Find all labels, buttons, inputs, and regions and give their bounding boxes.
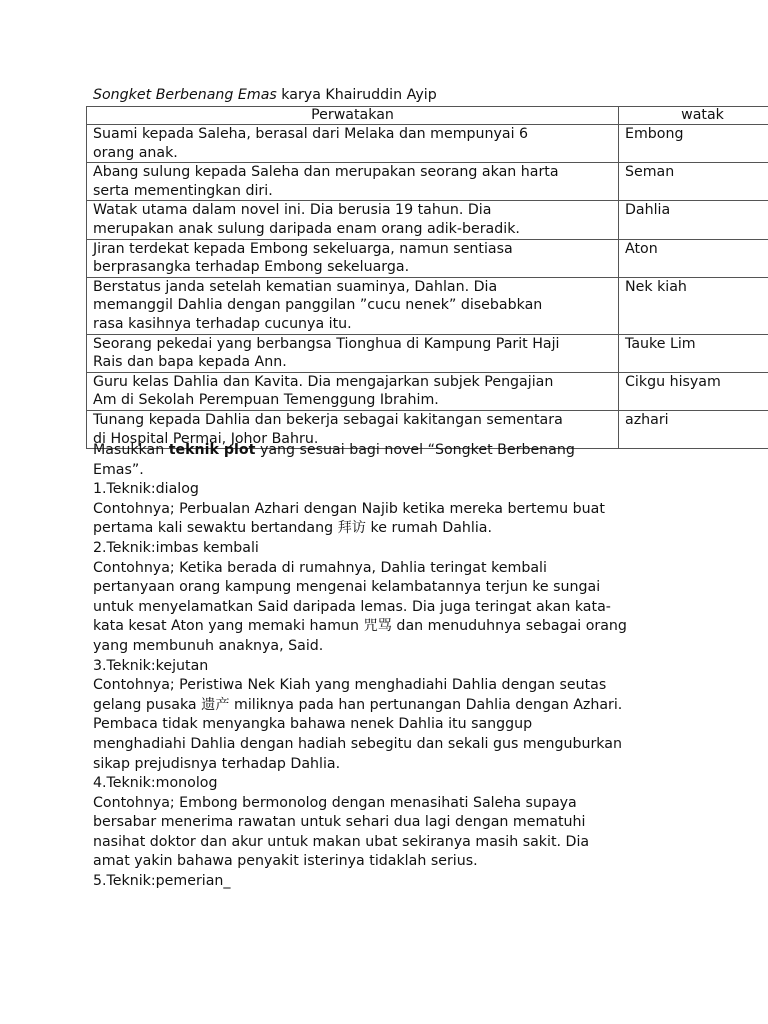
paragraph-line: Contohnya; Peristiwa Nek Kiah yang menghadiahi Dahlia dengan seutas <box>93 677 607 694</box>
paragraph-line: menghadiahi Dahlia dengan hadiah sebegitu dan sekali gus menguburkan <box>93 735 622 752</box>
paragraph-line: amat yakin bahawa penyakit isterinya tidaklah serius. <box>93 853 478 870</box>
paragraph-line: Contohnya; Ketika berada di rumahnya, Dahlia teringat kembali <box>93 559 547 576</box>
description-line: di Hospital Permai, Johor Bahru. <box>93 430 319 447</box>
description-cell <box>87 201 619 239</box>
table-row <box>87 334 768 372</box>
paragraph-line: Contohnya; Perbualan Azhari dengan Najib ketika mereka bertemu buat <box>93 500 605 517</box>
paragraph-line: Pembaca tidak menyangka bahawa nenek Dahlia itu sanggup <box>93 716 533 733</box>
description-line: Abang sulung kepada Saleha dan merupakan seorang akan harta <box>93 164 559 181</box>
technique-heading: 2.Teknik:imbas kembali <box>93 539 259 556</box>
table-row <box>87 277 768 334</box>
novel-title: Songket Berbenang Emas <box>93 87 277 103</box>
paragraph-line: untuk menyelamatkan Said daripada lemas. Dia juga teringat akan kata- <box>93 598 611 615</box>
description-line: Berstatus janda setelah kematian suaminya, Dahlan. Dia <box>93 278 498 295</box>
description-line: orang anak. <box>93 144 178 161</box>
table-header-row <box>87 107 768 125</box>
description-line: rasa kasihnya terhadap cucunya itu. <box>93 315 352 332</box>
character-table <box>86 106 768 449</box>
intro-text: Masukkan <box>93 442 169 458</box>
description-line: Seorang pekedai yang berbangsa Tionghua di Kampung Parit Haji <box>93 335 560 352</box>
description-line: Rais dan bapa kepada Ann. <box>93 354 287 371</box>
table-row <box>87 239 768 277</box>
description-line: Watak utama dalam novel ini. Dia berusia 19 tahun. Dia <box>93 202 492 219</box>
technique-heading: 4.Teknik:monolog <box>93 775 218 792</box>
paragraph-line: gelang pusaka 遗产 miliknya pada han pertunangan Dahlia dengan Azhari. <box>93 696 623 713</box>
intro-text-continued: yang sesuai bagi novel “Songket Berbenang <box>255 442 575 458</box>
description-line: memanggil Dahlia dengan panggilan ”cucu nenek” disebabkan <box>93 297 543 314</box>
character-name-cell: Nek kiah <box>619 277 768 334</box>
description-line: Tunang kepada Dahlia dan bekerja sebagai kakitangan sementara <box>93 411 563 428</box>
technique-heading: 1.Teknik:dialog <box>93 481 199 498</box>
character-name-cell: Dahlia <box>619 201 768 239</box>
header-perwatakan: Perwatakan <box>87 107 619 125</box>
description-cell <box>87 163 619 201</box>
table-row <box>87 163 768 201</box>
character-name-cell: azhari <box>619 410 768 448</box>
description-cell <box>87 372 619 410</box>
description-cell <box>87 334 619 372</box>
description-line: Jiran terdekat kepada Embong sekeluarga, namun sentiasa <box>93 240 513 257</box>
paragraph-line: kata kesat Aton yang memaki hamun 咒骂 dan menuduhnya sebagai orang <box>93 618 627 635</box>
table-row <box>87 125 768 163</box>
intro-bold-text: teknik plot <box>168 442 256 458</box>
table-row <box>87 372 768 410</box>
document-title <box>93 86 437 104</box>
description-line: berprasangka terhadap Embong sekeluarga. <box>93 259 410 276</box>
paragraph-line: nasihat doktor dan akur untuk makan ubat sekiranya masih sakit. Dia <box>93 833 590 850</box>
character-name-cell: Aton <box>619 239 768 277</box>
description-line: Suami kepada Saleha, berasal dari Melaka dan mempunyai 6 <box>93 126 529 142</box>
description-line: Am di Sekolah Perempuan Temenggung Ibrahim. <box>93 392 439 409</box>
technique-heading: 3.Teknik:kejutan <box>93 657 209 674</box>
description-cell <box>87 277 619 334</box>
character-name-cell: Cikgu hisyam <box>619 372 768 410</box>
paragraph-line: sikap prejudisnya terhadap Dahlia. <box>93 755 341 772</box>
paragraph-line: pertama kali sewaktu bertandang 拜访 ke rumah Dahlia. <box>93 520 492 537</box>
description-line: merupakan anak sulung daripada enam orang adik-beradik. <box>93 220 520 237</box>
intro-line-2: Emas”. <box>93 461 144 478</box>
paragraph-line: bersabar menerima rawatan untuk sehari dua lagi dengan mematuhi <box>93 814 586 831</box>
description-cell <box>87 125 619 163</box>
author-line: karya Khairuddin Ayip <box>276 87 437 103</box>
table-row <box>87 201 768 239</box>
description-line: serta mementingkan diri. <box>93 182 273 199</box>
character-name-cell: Embong <box>619 125 768 163</box>
paragraph-line: pertanyaan orang kampung mengenai kelambatannya terjun ke sungai <box>93 579 601 596</box>
paragraph-line: yang membunuh anaknya, Said. <box>93 637 324 654</box>
header-watak: watak <box>619 107 768 125</box>
paragraph-line: Contohnya; Embong bermonolog dengan menasihati Saleha supaya <box>93 794 577 811</box>
description-cell <box>87 239 619 277</box>
intro-line <box>93 441 653 461</box>
plot-technique-section <box>93 441 653 892</box>
character-name-cell: Seman <box>619 163 768 201</box>
technique-heading: 5.Teknik:pemerian_ <box>93 873 231 890</box>
character-name-cell: Tauke Lim <box>619 334 768 372</box>
description-line: Guru kelas Dahlia dan Kavita. Dia mengajarkan subjek Pengajian <box>93 373 554 390</box>
